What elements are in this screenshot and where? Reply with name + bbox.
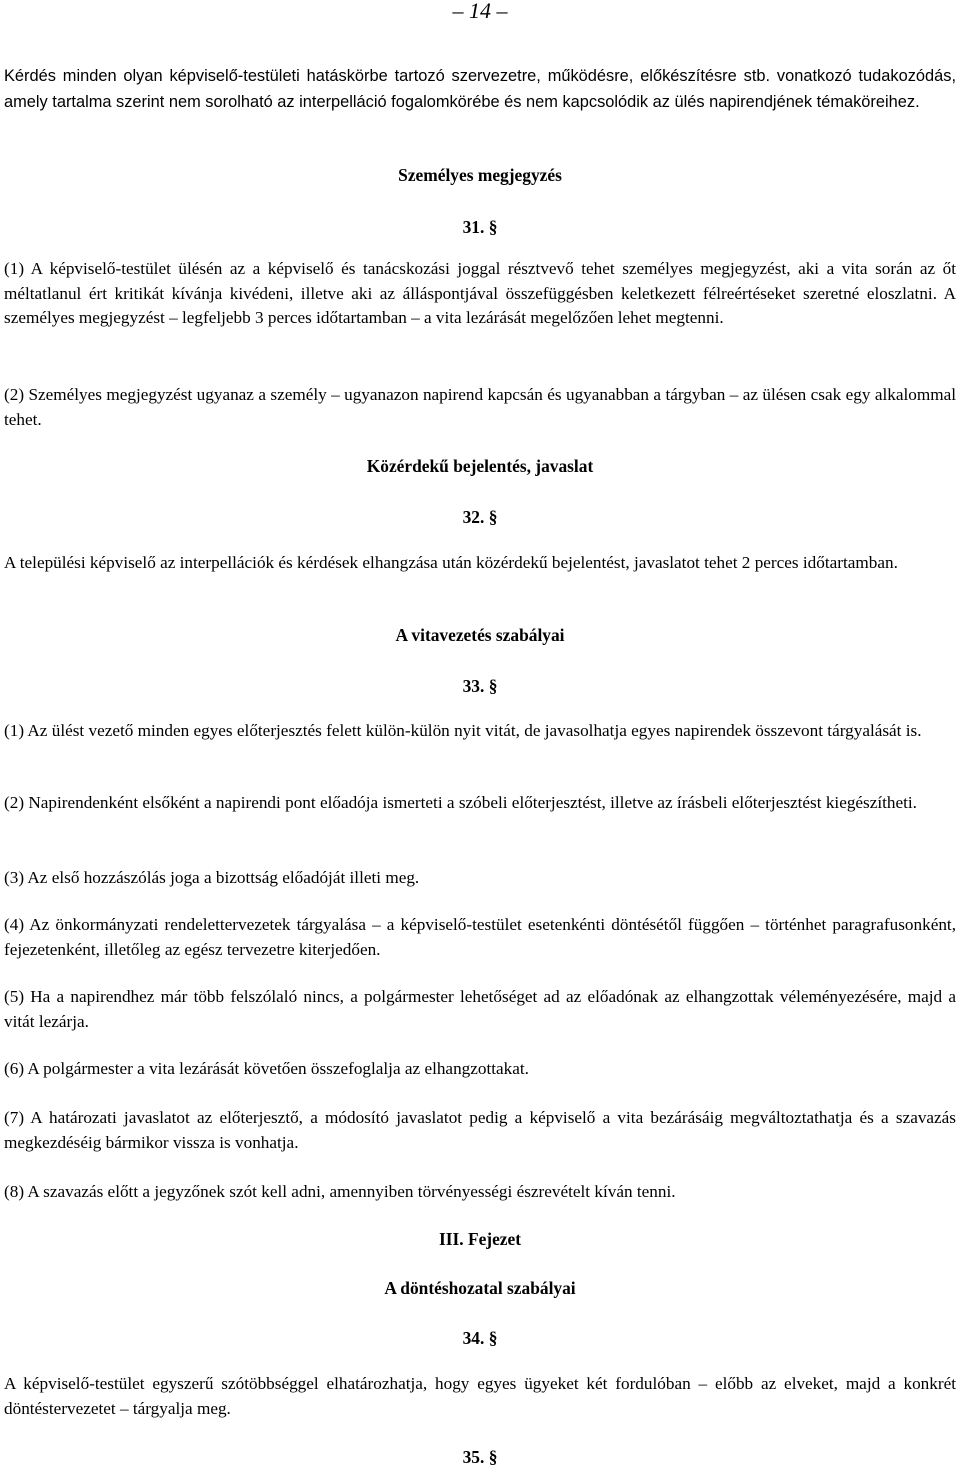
paragraph-33-1: (1) Az ülést vezető minden egyes előterjesztés felett külön-külön nyit vitát, de javasolhatja egyes napirendek összevont tárgyalását is. [4,721,922,740]
section-number-34: 34. § [462,1328,498,1348]
paragraph-31-1: (1) A képviselő-testület ülésén az a képviselő és tanácskozási joggal résztvevő tehet személyes megjegyzést, aki a vita során az őt méltatlanul ért kritikát kívánja kivédeni, illetve aki az álláspontjával összefüggésben keletkezett félreértéseket szeretné eloszlatni. A személyes megjegyzést – legfeljebb 3 perces időtartamban – a vita lezárását megelőzően lehet megtenni. [4,259,956,327]
section-title-public-announcement: Közérdekű bejelentés, javaslat [366,456,594,476]
paragraph-33-7: (7) A határozati javaslatot az előterjesztő, a módosító javaslatot pedig a képviselő a vita bezárásáig megváltoztathatja és a szavazás megkezdéséig bármikor vissza is vonhatja. [4,1108,956,1152]
chapter-title: III. Fejezet [438,1229,522,1249]
paragraph-33-6: (6) A polgármester a vita lezárását követően összefoglalja az elhangzottakat. [4,1059,529,1078]
paragraph-32: A települési képviselő az interpellációk és kérdések elhangzása után közérdekű bejelentést, javaslatot tehet 2 perces időtartamban. [4,553,898,572]
page-number: – 14 – [452,0,508,23]
paragraph-31-2: (2) Személyes megjegyzést ugyanaz a személy – ugyanazon napirend kapcsán és ugyanabban a tárgyban – az ülésen csak egy alkalommal tehet. [4,385,956,429]
paragraph-34: A képviselő-testület egyszerű szótöbbséggel elhatározhatja, hogy egyes ügyeket két fordulóban – előbb az elveket, majd a konkrét döntéstervezetet – tárgyalja meg. [4,1374,956,1418]
paragraph-33-5: (5) Ha a napirendhez már több felszólaló nincs, a polgármester lehetőséget ad az előadónak az elhangzottak véleményezésére, majd a vitát lezárja. [4,987,956,1031]
section-number-32: 32. § [462,507,498,527]
paragraph-33-8: (8) A szavazás előtt a jegyzőnek szót kell adni, amennyiben törvényességi észrevételt kíván tenni. [4,1182,676,1201]
section-title-personal-remark: Személyes megjegyzés [398,165,562,185]
section-number-33: 33. § [462,676,498,696]
paragraph-33-3: (3) Az első hozzászólás joga a bizottság előadóját illeti meg. [4,868,420,887]
section-title-debate-rules: A vitavezetés szabályai [395,625,565,645]
section-number-35: 35. § [462,1447,498,1467]
section-number-31: 31. § [462,217,498,237]
paragraph-33-2: (2) Napirendenként elsőként a napirendi pont előadója ismerteti a szóbeli előterjesztést, illetve az írásbeli előterjesztést kiegészítheti. [4,793,917,812]
intro-paragraph: Kérdés minden olyan képviselő-testületi hatáskörbe tartozó szervezetre, működésre, előkészítésre stb. vonatkozó tudakozódás, amely tartalma szerint nem sorolható az interpelláció fogalomkörébe és nem kapcsolódik az ülés napirendjének témaköreihez. [4,67,956,111]
chapter-subtitle: A döntéshozatal szabályai [384,1278,576,1298]
paragraph-33-4: (4) Az önkormányzati rendelettervezetek tárgyalása – a képviselő-testület esetenkénti döntésétől függően – történhet paragrafusonként, fejezetenként, illetőleg az egész tervezetre kiterjedően. [4,915,956,959]
